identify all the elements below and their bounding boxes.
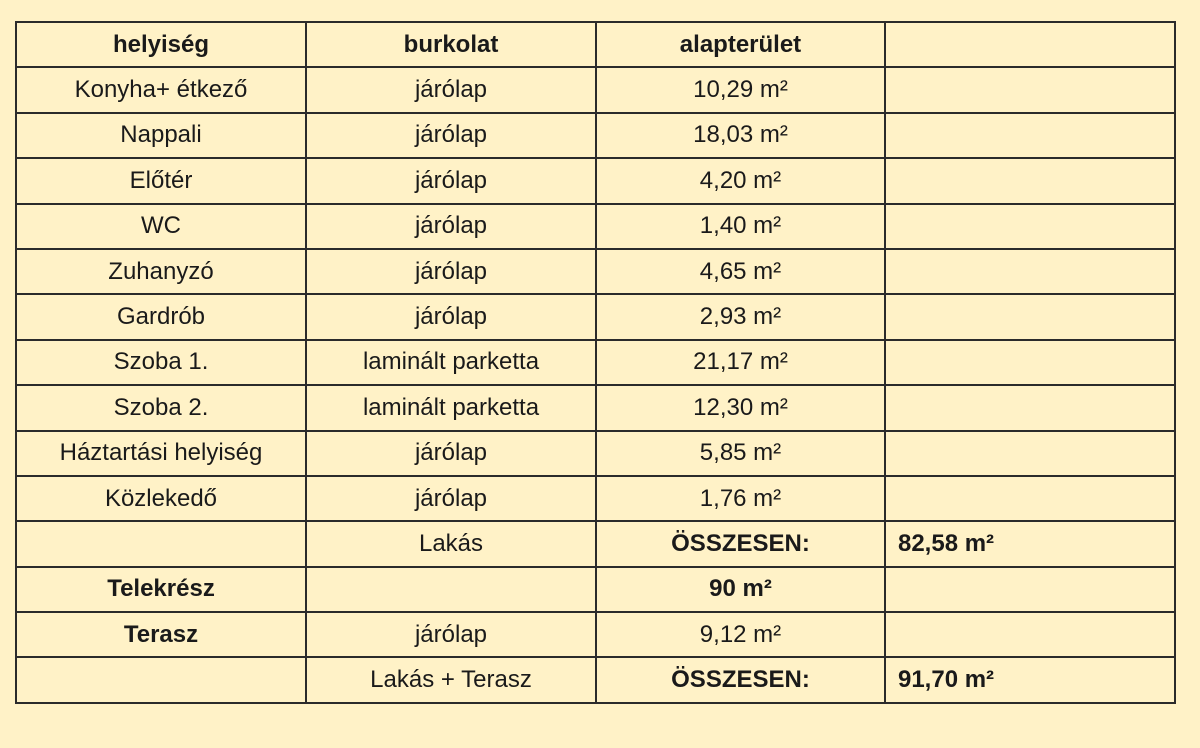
empty-cell xyxy=(16,657,306,702)
header-area: alapterület xyxy=(596,22,885,67)
table-row xyxy=(16,113,1175,158)
table-row xyxy=(16,385,1175,430)
total-with-terrace-row xyxy=(16,657,1175,702)
extra-cell xyxy=(885,476,1175,521)
plot-label: Telekrész xyxy=(16,567,306,612)
room-cell: Előtér xyxy=(16,158,306,203)
apartment-total-row xyxy=(16,521,1175,566)
area-cell: 4,65 m² xyxy=(596,249,885,294)
header-row xyxy=(16,22,1175,67)
room-cell: Gardrób xyxy=(16,294,306,339)
total-label: ÖSSZESEN: xyxy=(596,521,885,566)
apartment-terrace-label: Lakás + Terasz xyxy=(306,657,596,702)
flooring-cell: járólap xyxy=(306,431,596,476)
area-cell: 10,29 m² xyxy=(596,67,885,112)
extra-cell xyxy=(885,67,1175,112)
room-cell: WC xyxy=(16,204,306,249)
header-flooring: burkolat xyxy=(306,22,596,67)
flooring-cell: járólap xyxy=(306,113,596,158)
room-cell: Közlekedő xyxy=(16,476,306,521)
empty-cell xyxy=(306,567,596,612)
flooring-cell: járólap xyxy=(306,249,596,294)
area-table xyxy=(15,21,1176,704)
extra-cell xyxy=(885,294,1175,339)
table-row xyxy=(16,204,1175,249)
total-value: 91,70 m² xyxy=(885,657,1175,702)
table-row xyxy=(16,67,1175,112)
empty-cell xyxy=(885,612,1175,657)
flooring-cell: járólap xyxy=(306,67,596,112)
terrace-label: Terasz xyxy=(16,612,306,657)
extra-cell xyxy=(885,385,1175,430)
area-cell: 21,17 m² xyxy=(596,340,885,385)
extra-cell xyxy=(885,158,1175,203)
area-cell: 12,30 m² xyxy=(596,385,885,430)
terrace-row xyxy=(16,612,1175,657)
extra-cell xyxy=(885,113,1175,158)
header-extra xyxy=(885,22,1175,67)
extra-cell xyxy=(885,340,1175,385)
area-cell: 1,76 m² xyxy=(596,476,885,521)
extra-cell xyxy=(885,431,1175,476)
room-cell: Szoba 1. xyxy=(16,340,306,385)
plot-value: 90 m² xyxy=(596,567,885,612)
room-cell: Konyha+ étkező xyxy=(16,67,306,112)
area-cell: 18,03 m² xyxy=(596,113,885,158)
table-row xyxy=(16,431,1175,476)
flooring-cell: járólap xyxy=(306,294,596,339)
room-cell: Nappali xyxy=(16,113,306,158)
empty-cell xyxy=(16,521,306,566)
flooring-cell: laminált parketta xyxy=(306,385,596,430)
area-cell: 2,93 m² xyxy=(596,294,885,339)
table-row xyxy=(16,294,1175,339)
extra-cell xyxy=(885,249,1175,294)
apartment-label: Lakás xyxy=(306,521,596,566)
table-row xyxy=(16,249,1175,294)
total-value: 82,58 m² xyxy=(885,521,1175,566)
table-row xyxy=(16,158,1175,203)
extra-cell xyxy=(885,204,1175,249)
empty-cell xyxy=(885,567,1175,612)
total-label: ÖSSZESEN: xyxy=(596,657,885,702)
area-cell: 4,20 m² xyxy=(596,158,885,203)
flooring-cell: járólap xyxy=(306,158,596,203)
room-cell: Háztartási helyiség xyxy=(16,431,306,476)
flooring-cell: járólap xyxy=(306,476,596,521)
area-cell: 5,85 m² xyxy=(596,431,885,476)
table-row xyxy=(16,476,1175,521)
header-room: helyiség xyxy=(16,22,306,67)
plot-row xyxy=(16,567,1175,612)
flooring-cell: laminált parketta xyxy=(306,340,596,385)
terrace-flooring: járólap xyxy=(306,612,596,657)
terrace-area: 9,12 m² xyxy=(596,612,885,657)
room-cell: Zuhanyzó xyxy=(16,249,306,294)
flooring-cell: járólap xyxy=(306,204,596,249)
room-cell: Szoba 2. xyxy=(16,385,306,430)
table-row xyxy=(16,340,1175,385)
area-cell: 1,40 m² xyxy=(596,204,885,249)
